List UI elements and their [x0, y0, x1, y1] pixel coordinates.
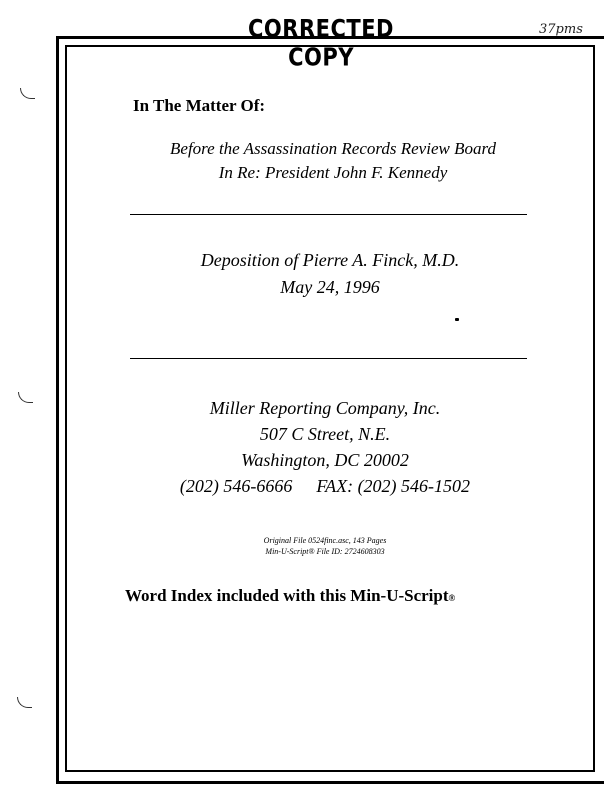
binder-hole-mark — [20, 88, 35, 99]
deposition-date: May 24, 1996 — [280, 277, 380, 297]
handwritten-page-note: 37pms — [539, 22, 583, 37]
divider-bottom — [130, 358, 527, 359]
registered-mark: ® — [448, 593, 456, 603]
original-file-note: Original File 0524finc.asc, 143 Pages — [263, 536, 387, 545]
company-phone: (202) 546-6666 — [179, 476, 293, 496]
board-line: Before the Assassination Records Review Board — [170, 139, 496, 158]
word-index-note — [125, 586, 455, 606]
corrected-copy-stamp: CORRECTED COPY — [248, 14, 394, 72]
company-fax: FAX: (202) 546-1502 — [316, 476, 471, 496]
scan-speck — [455, 318, 459, 321]
in-re-line: In Re: President John F. Kennedy — [218, 163, 448, 182]
word-index-text: Word Index included with this Min-U-Script — [125, 586, 449, 605]
company-city: Washington, DC 20002 — [241, 450, 409, 470]
company-phone-fax — [0, 476, 612, 497]
binder-hole-mark — [17, 697, 32, 708]
divider-top — [130, 214, 527, 215]
deposition-title: Deposition of Pierre A. Finck, M.D. — [200, 250, 460, 270]
company-name: Miller Reporting Company, Inc. — [209, 398, 441, 418]
file-id-note: Min-U-Script® File ID: 2724608303 — [265, 547, 385, 556]
matter-heading: In The Matter Of: — [133, 96, 266, 115]
company-street: 507 C Street, N.E. — [259, 424, 391, 444]
